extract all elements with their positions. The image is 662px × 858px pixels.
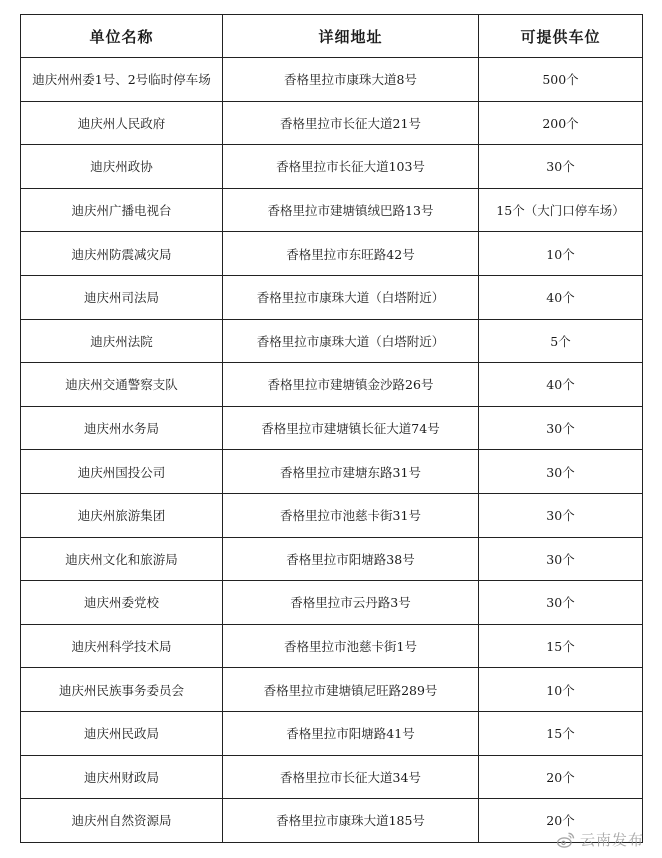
cell-unit-name: 迪庆州委党校 [21, 581, 223, 625]
cell-address: 香格里拉市建塘镇金沙路26号 [223, 363, 479, 407]
table-row [21, 275, 643, 319]
cell-address: 香格里拉市池慈卡街1号 [223, 624, 479, 668]
cell-unit-name: 迪庆州州委1号、2号临时停车场 [21, 58, 223, 102]
cell-address: 香格里拉市阳塘路38号 [223, 537, 479, 581]
cell-unit-name: 迪庆州民政局 [21, 711, 223, 755]
table-row [21, 319, 643, 363]
cell-address: 香格里拉市建塘镇尼旺路289号 [223, 668, 479, 712]
parking-table-sheet [20, 14, 642, 843]
table-row [21, 450, 643, 494]
cell-spaces: 10个 [479, 668, 643, 712]
cell-unit-name: 迪庆州国投公司 [21, 450, 223, 494]
table-row [21, 799, 643, 843]
cell-address: 香格里拉市长征大道34号 [223, 755, 479, 799]
table-body [21, 58, 643, 843]
table-header-row [21, 15, 643, 58]
cell-address: 香格里拉市池慈卡街31号 [223, 493, 479, 537]
table-row [21, 232, 643, 276]
cell-unit-name: 迪庆州政协 [21, 145, 223, 189]
cell-unit-name: 迪庆州科学技术局 [21, 624, 223, 668]
cell-address: 香格里拉市长征大道103号 [223, 145, 479, 189]
cell-unit-name: 迪庆州自然资源局 [21, 799, 223, 843]
table-row [21, 363, 643, 407]
cell-address: 香格里拉市阳塘路41号 [223, 711, 479, 755]
watermark [556, 829, 644, 850]
cell-unit-name: 迪庆州人民政府 [21, 101, 223, 145]
table-row [21, 711, 643, 755]
cell-spaces: 40个 [479, 363, 643, 407]
watermark-text: 云南发布 [579, 831, 644, 849]
cell-spaces: 500个 [479, 58, 643, 102]
cell-spaces: 30个 [479, 450, 643, 494]
cell-address: 香格里拉市康珠大道（白塔附近） [223, 275, 479, 319]
parking-table [20, 14, 643, 843]
cell-address: 香格里拉市云丹路3号 [223, 581, 479, 625]
cell-spaces: 15个 [479, 624, 643, 668]
table-row [21, 624, 643, 668]
cell-spaces: 40个 [479, 275, 643, 319]
cell-unit-name: 迪庆州财政局 [21, 755, 223, 799]
table-row [21, 668, 643, 712]
cell-spaces: 15个 [479, 711, 643, 755]
cell-spaces: 30个 [479, 537, 643, 581]
cell-address: 香格里拉市建塘东路31号 [223, 450, 479, 494]
cell-spaces: 20个 [479, 755, 643, 799]
cell-unit-name: 迪庆州司法局 [21, 275, 223, 319]
cell-spaces: 30个 [479, 406, 643, 450]
header-spaces: 可提供车位 [479, 15, 643, 58]
cell-address: 香格里拉市建塘镇绒巴路13号 [223, 188, 479, 232]
table-row [21, 406, 643, 450]
cell-address: 香格里拉市建塘镇长征大道74号 [223, 406, 479, 450]
table-row [21, 188, 643, 232]
cell-address: 香格里拉市康珠大道8号 [223, 58, 479, 102]
table-row [21, 101, 643, 145]
table-row [21, 537, 643, 581]
cell-unit-name: 迪庆州水务局 [21, 406, 223, 450]
cell-spaces: 20个 [479, 799, 643, 843]
cell-unit-name: 迪庆州广播电视台 [21, 188, 223, 232]
cell-unit-name: 迪庆州旅游集团 [21, 493, 223, 537]
cell-unit-name: 迪庆州防震减灾局 [21, 232, 223, 276]
table-row [21, 493, 643, 537]
header-address: 详细地址 [223, 15, 479, 58]
table-row [21, 145, 643, 189]
cell-address: 香格里拉市康珠大道（白塔附近） [223, 319, 479, 363]
header-unit-name: 单位名称 [21, 15, 223, 58]
cell-unit-name: 迪庆州民族事务委员会 [21, 668, 223, 712]
cell-spaces: 30个 [479, 145, 643, 189]
cell-unit-name: 迪庆州交通警察支队 [21, 363, 223, 407]
cell-address: 香格里拉市东旺路42号 [223, 232, 479, 276]
cell-spaces: 5个 [479, 319, 643, 363]
cell-spaces: 200个 [479, 101, 643, 145]
cell-address: 香格里拉市长征大道21号 [223, 101, 479, 145]
cell-unit-name: 迪庆州法院 [21, 319, 223, 363]
cell-spaces: 30个 [479, 581, 643, 625]
weibo-icon [556, 830, 576, 850]
table-row [21, 755, 643, 799]
table-row [21, 581, 643, 625]
cell-spaces: 30个 [479, 493, 643, 537]
cell-spaces: 10个 [479, 232, 643, 276]
table-row [21, 58, 643, 102]
cell-spaces: 15个（大门口停车场） [479, 188, 643, 232]
cell-unit-name: 迪庆州文化和旅游局 [21, 537, 223, 581]
cell-address: 香格里拉市康珠大道185号 [223, 799, 479, 843]
